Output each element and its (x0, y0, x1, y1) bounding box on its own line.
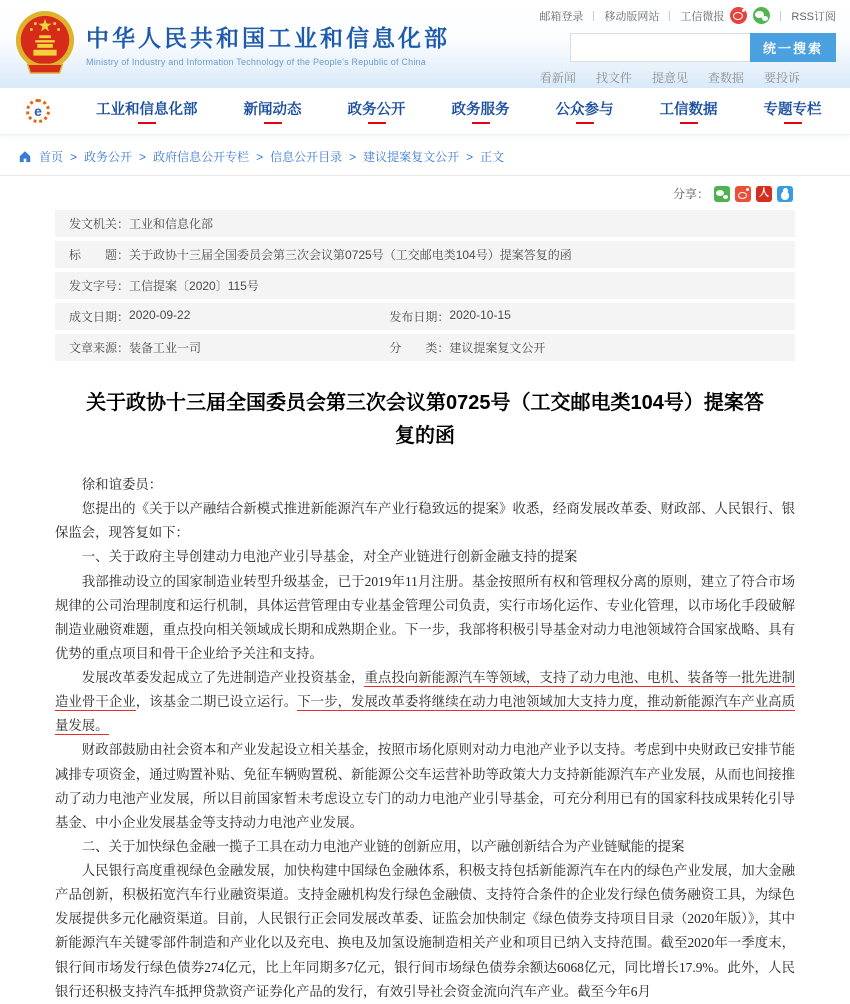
meta-label: 发布日期： (389, 310, 450, 324)
share-wechat-icon[interactable] (714, 186, 730, 202)
salutation: 徐和谊委员： (81, 477, 163, 492)
meta-value: 工业和信息化部 (129, 217, 214, 231)
section-heading-2: 二、关于加快绿色金融一揽子工具在动力电池产业链的创新应用，以产融创新结合为产业链赋能的提案 (81, 838, 685, 854)
search-button[interactable]: 统一搜索 (750, 33, 836, 62)
rss-link[interactable]: RSS订阅 (791, 10, 836, 23)
red-underlined-text: 下一步，发展改革委将继续在动力电池领域加大支持力度，推动新能源汽车产业高质量发展。 (55, 694, 795, 734)
meta-label: 标 题： (69, 248, 130, 262)
site-brand (14, 9, 450, 77)
nav-item-special[interactable]: 专题专栏 (764, 98, 822, 124)
paragraph: 财政部鼓励由社会资本和产业发起设立相关基金，按照市场化原则对动力电池产业予以支持。考虑到中央财政已安排节能减排专项资金，通过购置补贴、免征车辆购置税、新能源公交车运营补助等政策大力支持新能源汽车产业发展，从而也间接推动了动力电池产业发展，所以目前国家暂未考虑设立专门的动力电池产业引导基金，可充分利用已有的国家科技成果转化引导基金、中小企业发展基金等支持动力电池产业发展。 (55, 742, 795, 830)
crumb-proposal-replies[interactable]: 建议提案复文公开 (363, 150, 460, 164)
crumb-info-column[interactable]: 政府信息公开专栏 (153, 150, 250, 164)
meta-value: 2020-09-22 (129, 308, 191, 322)
crumb-separator: > (256, 149, 264, 164)
share-bar (55, 176, 795, 210)
crumb-info-catalog[interactable]: 信息公开目录 (270, 150, 343, 164)
site-header (0, 0, 850, 88)
crumb-separator: > (70, 149, 78, 164)
meta-value: 建议提案复文公开 (449, 341, 546, 355)
site-subtitle: Ministry of Industry and Information Technology of the People's Republic of China (86, 56, 426, 67)
wechat-icon[interactable] (753, 7, 770, 24)
article-title: 关于政协十三届全国委员会第三次会议第0725号（工交邮电类104号）提案答复的函 (86, 392, 764, 447)
red-underlined-text: 重点投向新能源汽车等领域，支持了动力电池、电机、装备等一批先进制造业骨干企业 (55, 670, 796, 710)
share-qq-icon[interactable] (777, 186, 793, 202)
quick-link-suggest[interactable]: 提意见 (651, 71, 688, 85)
site-title: 中华人民共和国工业和信息化部 (86, 24, 450, 51)
nav-item-gov-service[interactable]: 政务服务 (452, 98, 510, 124)
crumb-home[interactable]: 首页 (39, 150, 64, 164)
meta-value: 关于政协十三届全国委员会第三次会议第0725号（工交邮电类104号）提案答复的函 (129, 248, 572, 262)
search-bar (539, 33, 836, 62)
weibo-icon[interactable] (730, 7, 747, 24)
meta-label: 发文机关： (69, 217, 130, 231)
nav-item-gov-open[interactable]: 政务公开 (348, 98, 406, 124)
home-icon (18, 150, 32, 163)
crumb-gov-open[interactable]: 政务公开 (84, 150, 133, 164)
mail-login-link[interactable]: 邮箱登录 (539, 10, 584, 23)
text-run: ，该基金二期已设立运行。 (135, 694, 298, 710)
meta-value: 2020-10-15 (449, 308, 511, 322)
document-meta (55, 210, 795, 361)
nav-item-participation[interactable]: 公众参与 (556, 98, 614, 124)
meta-row-source-category (55, 334, 795, 361)
meta-label: 文章来源： (69, 341, 130, 355)
nav-item-news[interactable]: 新闻动态 (244, 98, 302, 124)
quick-link-news[interactable]: 看新闻 (539, 71, 576, 85)
paragraph: 人民银行高度重视绿色金融发展，加快构建中国绿色金融体系，积极支持包括新能源汽车在内的绿色产业发展，加大金融产品创新，积极拓宽汽车行业融资渠道。支持金融机构发行绿色金融债、支持符合条件的企业发行绿色债务融资工具，为绿色发展提供多元化融资渠道。目前，人民银行正会同发展改革委、证监会加快制定《绿色债券支持项目目录（2020年版）》，其中新能源汽车关键零部件制造和产业化以及充电、换电及加氢设施制造相关产业和项目已纳入支持范围。截至2020年一季度末，银行间市场发行绿色债券274亿元，比上年同期多7亿元，银行间市场绿色债券余额达6068亿元，同比增长17.9%。此外，人民银行还积极支持汽车抵押贷款资产证券化产品的发行，有效引导社会资金流向汽车产业。截至今年6月 (55, 863, 795, 999)
share-label: 分享： (672, 187, 709, 201)
topbar-divider (780, 11, 781, 21)
miit-gear-logo-icon[interactable]: e (26, 99, 50, 123)
share-weibo-icon[interactable] (735, 186, 751, 202)
mobile-site-link[interactable]: 移动版网站 (604, 10, 660, 23)
search-input[interactable] (570, 33, 750, 62)
paragraph: 我部推动设立的国家制造业转型升级基金，已于2019年11月注册。基金按照所有权和管理权分离的原则，建立了符合市场规律的公司治理制度和运行机制，具体运营管理由专业基金管理公司负责，实行市场化运作、专业化管理，以市场化手段破解制造业融资难题，重点投向相关领域成长期和成熟期企业。下一步，我部将积极引导基金对动力电池领域符合国家战略、具有优势的重点项目和骨干企业给予关注和支持。 (55, 573, 795, 661)
quick-link-complaint[interactable]: 要投诉 (763, 71, 800, 85)
breadcrumb (0, 135, 850, 176)
share-people-icon[interactable]: 人 (756, 186, 772, 202)
main-nav (0, 88, 850, 135)
topbar-divider (669, 11, 670, 21)
meta-value: 工信提案〔2020〕115号 (129, 279, 259, 293)
text-run: 发展改革委发起成立了先进制造产业投资基金， (81, 670, 365, 685)
section-heading-1: 一、关于政府主导创建动力电池产业引导基金，对全产业链进行创新金融支持的提案 (81, 549, 578, 565)
meta-row-doc-no (55, 272, 795, 299)
crumb-current-article: 正文 (480, 150, 505, 164)
meta-row-title (55, 241, 795, 268)
crumb-separator: > (466, 149, 474, 164)
meta-row-issuing-org (55, 210, 795, 237)
gongxin-weibo-link[interactable]: 工信微报 (680, 10, 725, 23)
topbar-links (539, 7, 836, 24)
quick-links (539, 69, 836, 86)
national-emblem-icon (14, 9, 76, 77)
quick-link-data[interactable]: 查数据 (707, 71, 744, 85)
meta-label: 发文字号： (69, 279, 130, 293)
article-body (55, 473, 795, 1004)
meta-label: 成文日期： (69, 310, 130, 324)
crumb-separator: > (349, 149, 357, 164)
crumb-separator: > (139, 149, 147, 164)
paragraph: 您提出的《关于以产融结合新模式推进新能源汽车产业行稳致远的提案》收悉，经商发展改革委、财政部、人民银行、银保监会，现答复如下： (55, 501, 795, 541)
meta-row-dates (55, 303, 795, 330)
nav-item-data[interactable]: 工信数据 (660, 98, 718, 124)
quick-link-files[interactable]: 找文件 (595, 71, 632, 85)
paragraph-with-annotations (55, 666, 795, 738)
topbar-divider (593, 11, 594, 21)
meta-value: 装备工业一司 (129, 341, 202, 355)
nav-item-miit[interactable]: 工业和信息化部 (96, 98, 198, 124)
meta-label: 分 类： (389, 341, 450, 355)
